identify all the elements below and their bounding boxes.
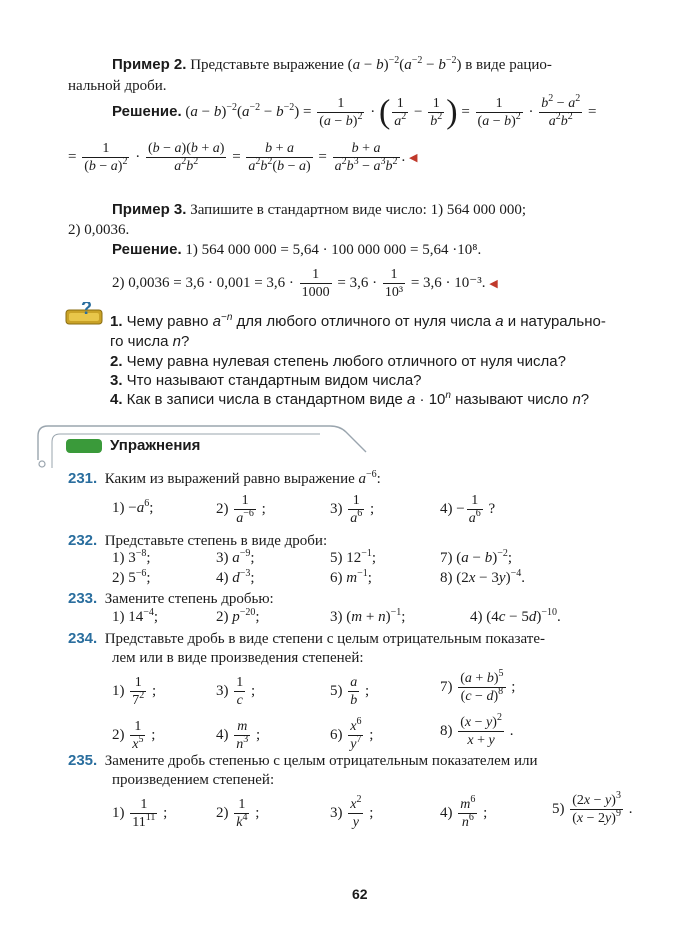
section-title: Упражнения bbox=[110, 437, 201, 454]
example2-line2: нальной дроби. bbox=[68, 78, 167, 94]
option-232-8: 8) $(2x - 3y)^{-4}$. bbox=[440, 568, 525, 586]
option-231-3: 3) $\frac{1}{a^6}$ ; bbox=[330, 493, 375, 526]
exercise-234-line2: лем или в виде произведения степеней: bbox=[112, 650, 364, 666]
exercise-233: 233. Замените степень дробью: bbox=[68, 590, 274, 607]
exercise-231: 231. Каким из выражений равно выражение $a^{-6}$: bbox=[68, 469, 381, 487]
example2-text1: Представьте выражение $(a - b)^{-2}(a^{-2} - b^{-2})$ в виде рацио- bbox=[190, 55, 552, 73]
option-232-2: 2) $5^{-6}$; bbox=[112, 568, 151, 586]
page-number: 62 bbox=[352, 886, 368, 902]
example2-solution-line1: Решение. $(a - b)^{-2}(a^{-2} - b^{-2})$ = $\frac{1}{(a - b)^2}$ · ( $\frac{1}{a^2}$ − $\frac{1}{b^2}$ ) = $\frac{1}{(a - b)^2}$ · $\frac{b^2 - a^2}{a^2b^2}$ = bbox=[112, 93, 597, 131]
exercise-232: 232. Представьте степень в виде дроби: bbox=[68, 532, 328, 549]
solution-label: Решение. bbox=[112, 102, 182, 120]
option-232-4: 4) $d^{-3}$; bbox=[216, 568, 255, 586]
exercise-235-line1: 235. Замените дробь степенью с целым отрицательным показателем или bbox=[68, 752, 538, 769]
option-234-8: 8) $\frac{(x - y)^2}{x + y}$ . bbox=[440, 712, 514, 748]
end-marker-icon: ◀ bbox=[409, 151, 418, 164]
example3-line2: 2) 0,0036. bbox=[68, 222, 130, 238]
option-233-1: 1) $14^{-4}$; bbox=[112, 607, 159, 625]
option-234-5: 5) $\frac{a}{b}$ ; bbox=[330, 675, 370, 708]
option-235-2: 2) $\frac{1}{k^4}$ ; bbox=[216, 797, 260, 830]
fraction: $\frac{1}{(a - b)^2}$ bbox=[319, 96, 363, 129]
example2-label: Пример 2. bbox=[112, 56, 187, 73]
section-badge-icon bbox=[66, 439, 102, 453]
option-232-7: 7) $(a - b)^{-2}$; bbox=[440, 548, 513, 566]
option-235-4: 4) $\frac{m^6}{n^6}$ ; bbox=[440, 794, 488, 830]
option-235-1: 1) $\frac{1}{11^{11}}$ ; bbox=[112, 797, 168, 830]
example2-line1 bbox=[112, 56, 552, 74]
option-234-2: 2) $\frac{1}{x^5}$ ; bbox=[112, 719, 156, 752]
option-232-3: 3) $a^{-9}$; bbox=[216, 548, 255, 566]
option-232-1: 1) $3^{-8}$; bbox=[112, 548, 151, 566]
option-234-6: 6) $\frac{x^6}{y^7}$ ; bbox=[330, 716, 374, 752]
option-231-2: 2) $\frac{1}{a^{-6}}$ ; bbox=[216, 493, 266, 526]
option-234-4: 4) $\frac{m}{n^3}$ ; bbox=[216, 719, 261, 752]
option-235-5: 5) $\frac{(2x - y)^3}{(x - 2y)^9}$ . bbox=[552, 790, 633, 826]
option-231-4: 4) − $\frac{1}{a^6}$ ? bbox=[440, 493, 496, 526]
svg-text:?: ? bbox=[81, 302, 92, 318]
question-1b: го числа n? bbox=[110, 333, 190, 350]
option-232-5: 5) $12^{-1}$; bbox=[330, 548, 377, 566]
question-3: 3. Что называют стандартным видом числа? bbox=[110, 372, 422, 389]
example3-label: Пример 3. bbox=[112, 201, 187, 218]
option-231-1: $1) -a^6$; bbox=[112, 498, 154, 516]
option-235-3: 3) $\frac{x^2}{y}$ ; bbox=[330, 794, 374, 830]
end-marker-icon: ◀ bbox=[489, 277, 498, 290]
question-4: 4. Как в записи числа в стандартном виде $a \cdot 10^n$ называют число n? bbox=[110, 390, 590, 408]
option-234-3: 3) $\frac{1}{c}$ ; bbox=[216, 675, 256, 708]
exercise-235-line2: произведением степеней: bbox=[112, 772, 275, 788]
option-232-6: 6) $m^{-1}$; bbox=[330, 568, 372, 586]
question-badge-icon bbox=[64, 302, 104, 328]
option-233-3: 3) $(m + n)^{-1}$; bbox=[330, 607, 406, 625]
example3-solution1: Решение. 1) 564 000 000 = 5,64 · 100 000 000 = 5,64 ·10⁸. bbox=[112, 241, 482, 258]
option-233-2: 2) $p^{-20}$; bbox=[216, 607, 260, 625]
exercise-234-line1: 234. Представьте дробь в виде степени с целым отрицательным показате- bbox=[68, 630, 545, 647]
question-1a: 1. Чему равно $a^{-n}$ для любого отличного от нуля числа a и натурально- bbox=[110, 312, 606, 330]
example3-solution2: 2) 0,0036 = 3,6 · 0,001 = 3,6 · $\frac{1}{1000}$ = 3,6 · $\frac{1}{\text{10³}}$ = 3,6 · 10⁻³. ◀ bbox=[112, 267, 498, 300]
option-234-7: 7) $\frac{(a + b)^5}{(c - d)^8}$ ; bbox=[440, 668, 516, 704]
example2-solution-line2: = $\frac{1}{(b - a)^2}$ · $\frac{(b - a)(b + a)}{a^2b^2}$ = $\frac{b + a}{a^2b^2(b - a)}$ = $\frac{b + a}{a^2b^3 - a^3b^2}$ . ◀ bbox=[68, 141, 418, 174]
option-234-1: 1) $\frac{1}{7^2}$ ; bbox=[112, 675, 157, 708]
option-233-4: 4) $(4c - 5d)^{-10}$. bbox=[470, 607, 561, 625]
question-2: 2. Чему равна нулевая степень любого отличного от нуля числа? bbox=[110, 353, 566, 370]
example3-line1: Пример 3. Запишите в стандартном виде число: 1) 564 000 000; bbox=[112, 201, 527, 218]
